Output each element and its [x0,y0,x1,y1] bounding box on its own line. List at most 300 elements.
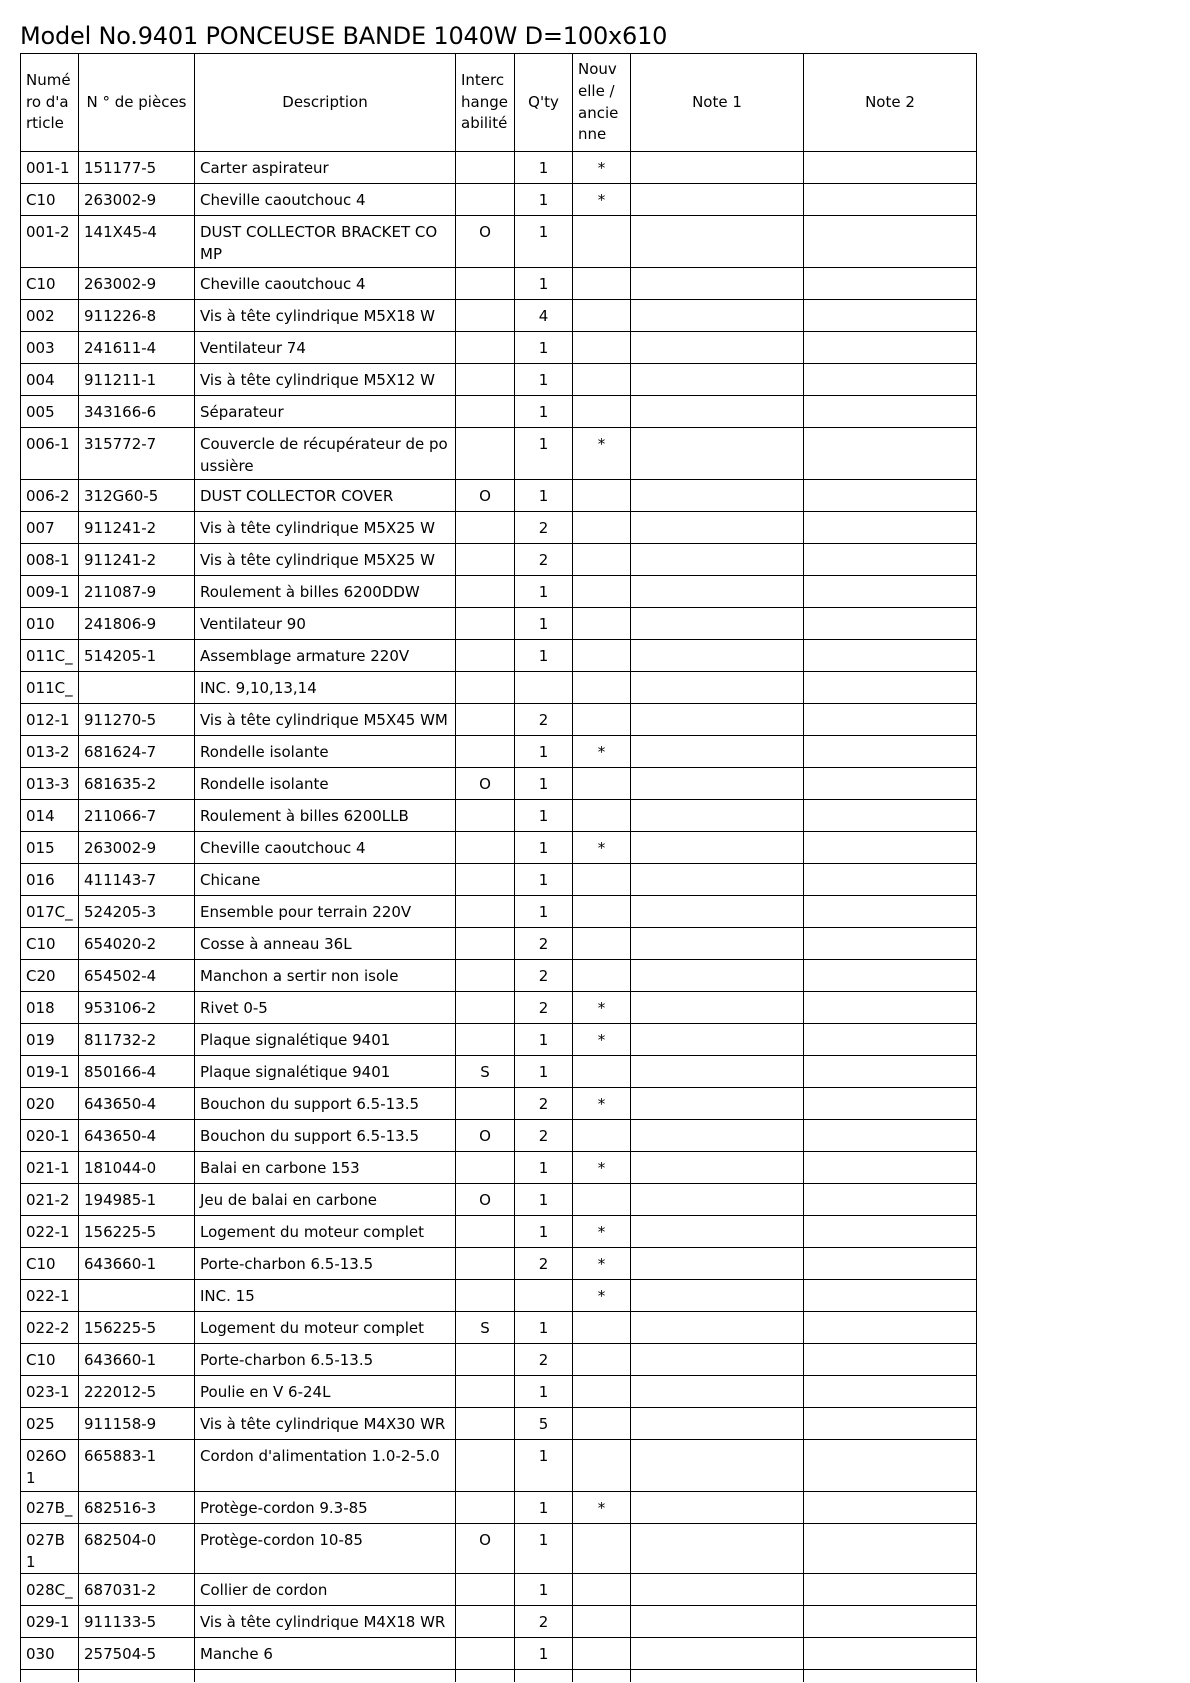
note2-cell [804,576,977,608]
part-no-cell: 643660-1 [79,1344,195,1376]
qty-cell: 2 [515,1344,573,1376]
description-cell: Cheville caoutchouc 4 [195,268,456,300]
part-no-cell: 681624-7 [79,736,195,768]
item-no-cell: 021-2 [21,1184,79,1216]
new-old-cell [573,640,631,672]
note2-cell [804,736,977,768]
qty-cell: 1 [515,896,573,928]
new-old-cell [573,1344,631,1376]
qty-cell: 2 [515,928,573,960]
qty-cell: 1 [515,1056,573,1088]
part-no-cell: 850166-4 [79,1056,195,1088]
note2-cell [804,672,977,704]
description-cell: Jeu de balai en carbone [195,1184,456,1216]
qty-cell: 1 [515,268,573,300]
interchangeability-cell: O [456,1524,515,1574]
qty-cell: 1 [515,332,573,364]
note1-cell [631,1152,804,1184]
interchangeability-cell [456,512,515,544]
note1-cell [631,960,804,992]
note2-cell [804,512,977,544]
table-row [21,268,977,300]
part-no-cell: 263002-9 [79,184,195,216]
part-no-cell: 654020-2 [79,928,195,960]
qty-cell: 1 [515,1184,573,1216]
interchangeability-cell: S [456,1056,515,1088]
part-no-cell: 312G60-5 [79,480,195,512]
item-no-cell: 020-1 [21,1120,79,1152]
part-no-cell: 687031-2 [79,1574,195,1606]
note2-cell [804,268,977,300]
note2-cell [804,800,977,832]
interchangeability-cell: O [456,480,515,512]
part-no-cell: 156225-5 [79,1312,195,1344]
col-header-description: Description [195,54,456,152]
empty-cell [573,1670,631,1682]
table-row [21,1248,977,1280]
table-row [21,1088,977,1120]
description-cell: Bouchon du support 6.5-13.5 [195,1088,456,1120]
description-cell: Vis à tête cylindrique M5X18 W [195,300,456,332]
note2-cell [804,1574,977,1606]
col-header-interchangeability: Interchangeabilité [456,54,515,152]
qty-cell: 1 [515,1024,573,1056]
interchangeability-cell [456,1024,515,1056]
note2-cell [804,428,977,480]
description-cell: Chicane [195,864,456,896]
table-row [21,1184,977,1216]
part-no-cell: 643650-4 [79,1120,195,1152]
note1-cell [631,736,804,768]
col-header-qty: Q'ty [515,54,573,152]
description-cell: Rondelle isolante [195,768,456,800]
table-row [21,300,977,332]
note1-cell [631,1216,804,1248]
item-no-cell: 025 [21,1408,79,1440]
table-row [21,1152,977,1184]
item-no-cell: 029-1 [21,1606,79,1638]
note2-cell [804,1216,977,1248]
note1-cell [631,1088,804,1120]
note2-cell [804,1056,977,1088]
item-no-cell: 013-2 [21,736,79,768]
part-no-cell: 263002-9 [79,268,195,300]
item-no-cell: 016 [21,864,79,896]
note2-cell [804,1344,977,1376]
part-no-cell: 315772-7 [79,428,195,480]
new-old-cell: * [573,1492,631,1524]
description-cell: Plaque signalétique 9401 [195,1056,456,1088]
part-no-cell: 911226-8 [79,300,195,332]
qty-cell: 1 [515,640,573,672]
new-old-cell [573,480,631,512]
note2-cell [804,1248,977,1280]
description-cell: Manche 6 [195,1638,456,1670]
part-no-cell: 151177-5 [79,152,195,184]
description-cell: Porte-charbon 6.5-13.5 [195,1248,456,1280]
item-no-cell: C10 [21,1248,79,1280]
part-no-cell: 194985-1 [79,1184,195,1216]
qty-cell: 5 [515,1408,573,1440]
part-no-cell: 682504-0 [79,1524,195,1574]
item-no-cell: 003 [21,332,79,364]
note2-cell [804,1120,977,1152]
note2-cell [804,1376,977,1408]
item-no-cell: 028C_ [21,1574,79,1606]
qty-cell: 1 [515,216,573,268]
qty-cell: 1 [515,364,573,396]
part-no-cell: 643660-1 [79,1248,195,1280]
interchangeability-cell [456,184,515,216]
note1-cell [631,672,804,704]
interchangeability-cell [456,1606,515,1638]
part-no-cell: 222012-5 [79,1376,195,1408]
part-no-cell: 911211-1 [79,364,195,396]
note1-cell [631,1344,804,1376]
note1-cell [631,1606,804,1638]
interchangeability-cell: O [456,768,515,800]
part-no-cell: 141X45-4 [79,216,195,268]
description-cell: INC. 9,10,13,14 [195,672,456,704]
interchangeability-cell [456,364,515,396]
part-no-cell: 682516-3 [79,1492,195,1524]
empty-cell [195,1670,456,1682]
table-row [21,184,977,216]
note2-cell [804,1280,977,1312]
note2-cell [804,640,977,672]
part-no-cell: 241806-9 [79,608,195,640]
note1-cell [631,480,804,512]
interchangeability-cell [456,928,515,960]
description-cell: Vis à tête cylindrique M5X25 W [195,512,456,544]
part-no-cell: 643650-4 [79,1088,195,1120]
item-no-cell: 022-1 [21,1280,79,1312]
note2-cell [804,832,977,864]
interchangeability-cell [456,1088,515,1120]
item-no-cell: 014 [21,800,79,832]
page-title: Model No.9401 PONCEUSE BANDE 1040W D=100x610 [20,22,668,50]
qty-cell: 2 [515,1248,573,1280]
part-no-cell: 343166-6 [79,396,195,428]
interchangeability-cell: O [456,1120,515,1152]
item-no-cell: 009-1 [21,576,79,608]
item-no-cell: 027B1 [21,1524,79,1574]
note2-cell [804,300,977,332]
qty-cell: 2 [515,1606,573,1638]
interchangeability-cell [456,152,515,184]
table-row [21,1524,977,1574]
part-no-cell: 953106-2 [79,992,195,1024]
description-cell: Séparateur [195,396,456,428]
table-row [21,1024,977,1056]
part-no-cell: 263002-9 [79,832,195,864]
description-cell: Carter aspirateur [195,152,456,184]
qty-cell: 1 [515,480,573,512]
interchangeability-cell [456,832,515,864]
note1-cell [631,1280,804,1312]
qty-cell [515,672,573,704]
interchangeability-cell: S [456,1312,515,1344]
note1-cell [631,1248,804,1280]
new-old-cell: * [573,152,631,184]
qty-cell: 1 [515,396,573,428]
note2-cell [804,332,977,364]
table-row [21,832,977,864]
description-cell: Balai en carbone 153 [195,1152,456,1184]
table-row [21,1216,977,1248]
table-row [21,1638,977,1670]
part-no-cell: 241611-4 [79,332,195,364]
interchangeability-cell [456,1280,515,1312]
interchangeability-cell [456,896,515,928]
part-no-cell: 524205-3 [79,896,195,928]
part-no-cell: 156225-5 [79,1216,195,1248]
item-no-cell: 008-1 [21,544,79,576]
note1-cell [631,428,804,480]
new-old-cell [573,1440,631,1492]
col-header-item-no: Numéro d'article [21,54,79,152]
new-old-cell: * [573,736,631,768]
item-no-cell: 019 [21,1024,79,1056]
new-old-cell [573,1184,631,1216]
note2-cell [804,1088,977,1120]
table-row [21,800,977,832]
interchangeability-cell [456,396,515,428]
interchangeability-cell [456,800,515,832]
item-no-cell: 001-2 [21,216,79,268]
description-cell: Logement du moteur complet [195,1216,456,1248]
note2-cell [804,1312,977,1344]
table-row [21,960,977,992]
table-row [21,704,977,736]
note2-cell [804,544,977,576]
new-old-cell [573,928,631,960]
new-old-cell [573,300,631,332]
note2-cell [804,216,977,268]
table-row [21,640,977,672]
new-old-cell [573,768,631,800]
note2-cell [804,896,977,928]
description-cell: INC. 15 [195,1280,456,1312]
empty-cell [21,1670,79,1682]
new-old-cell [573,1574,631,1606]
empty-cell [456,1670,515,1682]
description-cell: Bouchon du support 6.5-13.5 [195,1120,456,1152]
new-old-cell [573,216,631,268]
new-old-cell [573,544,631,576]
item-no-cell: 001-1 [21,152,79,184]
note2-cell [804,1638,977,1670]
part-no-cell: 514205-1 [79,640,195,672]
part-no-cell [79,1280,195,1312]
new-old-cell [573,512,631,544]
description-cell: Ventilateur 74 [195,332,456,364]
table-row [21,1312,977,1344]
table-row [21,1606,977,1638]
note2-cell [804,960,977,992]
part-no-cell: 211066-7 [79,800,195,832]
description-cell: Porte-charbon 6.5-13.5 [195,1344,456,1376]
note2-cell [804,152,977,184]
table-row [21,576,977,608]
note1-cell [631,300,804,332]
description-cell: Ensemble pour terrain 220V [195,896,456,928]
interchangeability-cell [456,992,515,1024]
item-no-cell: 017C_ [21,896,79,928]
item-no-cell: 006-2 [21,480,79,512]
table-row [21,1492,977,1524]
description-cell: Roulement à billes 6200DDW [195,576,456,608]
table-row [21,736,977,768]
description-cell: Ventilateur 90 [195,608,456,640]
interchangeability-cell [456,672,515,704]
table-row [21,1440,977,1492]
new-old-cell [573,1606,631,1638]
item-no-cell: C10 [21,1344,79,1376]
item-no-cell: 006-1 [21,428,79,480]
description-cell: Cordon d'alimentation 1.0-2-5.0 [195,1440,456,1492]
part-no-cell: 257504-5 [79,1638,195,1670]
table-row [21,768,977,800]
note2-cell [804,396,977,428]
part-no-cell: 211087-9 [79,576,195,608]
note1-cell [631,1440,804,1492]
qty-cell: 1 [515,1440,573,1492]
new-old-cell [573,704,631,736]
item-no-cell: C20 [21,960,79,992]
interchangeability-cell [456,1440,515,1492]
item-no-cell: 010 [21,608,79,640]
description-cell: Vis à tête cylindrique M4X18 WR [195,1606,456,1638]
description-cell: Cosse à anneau 36L [195,928,456,960]
empty-cell [515,1670,573,1682]
qty-cell: 1 [515,608,573,640]
part-no-cell: 911241-2 [79,544,195,576]
table-row [21,216,977,268]
table-row [21,896,977,928]
interchangeability-cell [456,576,515,608]
part-no-cell: 911270-5 [79,704,195,736]
part-no-cell: 911241-2 [79,512,195,544]
note2-cell [804,480,977,512]
description-cell: Rondelle isolante [195,736,456,768]
new-old-cell [573,864,631,896]
item-no-cell: 011C_ [21,640,79,672]
note1-cell [631,396,804,428]
note1-cell [631,1376,804,1408]
description-cell: Manchon a sertir non isole [195,960,456,992]
qty-cell [515,1280,573,1312]
col-header-new-old: Nouvelle / ancienne [573,54,631,152]
new-old-cell: * [573,1024,631,1056]
interchangeability-cell [456,864,515,896]
note1-cell [631,800,804,832]
new-old-cell [573,672,631,704]
new-old-cell: * [573,992,631,1024]
item-no-cell: 015 [21,832,79,864]
item-no-cell: 022-2 [21,1312,79,1344]
table-row [21,864,977,896]
note1-cell [631,544,804,576]
table-row [21,672,977,704]
qty-cell: 2 [515,512,573,544]
table-row [21,428,977,480]
new-old-cell: * [573,832,631,864]
note2-cell [804,768,977,800]
qty-cell: 1 [515,184,573,216]
item-no-cell: 030 [21,1638,79,1670]
note2-cell [804,1152,977,1184]
item-no-cell: 012-1 [21,704,79,736]
note1-cell [631,1574,804,1606]
item-no-cell: 021-1 [21,1152,79,1184]
part-no-cell: 181044-0 [79,1152,195,1184]
qty-cell: 1 [515,428,573,480]
note1-cell [631,216,804,268]
table-row [21,928,977,960]
item-no-cell: 018 [21,992,79,1024]
interchangeability-cell [456,544,515,576]
note1-cell [631,364,804,396]
new-old-cell [573,960,631,992]
table-row [21,396,977,428]
new-old-cell [573,1120,631,1152]
item-no-cell: C10 [21,184,79,216]
table-row [21,364,977,396]
note1-cell [631,768,804,800]
description-cell: Roulement à billes 6200LLB [195,800,456,832]
new-old-cell [573,576,631,608]
description-cell: DUST COLLECTOR COVER [195,480,456,512]
note2-cell [804,1184,977,1216]
item-no-cell: 023-1 [21,1376,79,1408]
qty-cell: 2 [515,704,573,736]
description-cell: Cheville caoutchouc 4 [195,832,456,864]
interchangeability-cell [456,736,515,768]
description-cell: Vis à tête cylindrique M5X25 W [195,544,456,576]
table-row [21,152,977,184]
item-no-cell: C10 [21,928,79,960]
note1-cell [631,640,804,672]
note2-cell [804,992,977,1024]
note1-cell [631,576,804,608]
new-old-cell: * [573,1248,631,1280]
table-row [21,544,977,576]
interchangeability-cell [456,1574,515,1606]
table-row [21,332,977,364]
item-no-cell: 005 [21,396,79,428]
part-no-cell: 665883-1 [79,1440,195,1492]
description-cell: Vis à tête cylindrique M5X45 WM [195,704,456,736]
note2-cell [804,184,977,216]
note1-cell [631,608,804,640]
note1-cell [631,1184,804,1216]
empty-cell [804,1670,977,1682]
new-old-cell: * [573,1088,631,1120]
new-old-cell [573,1376,631,1408]
interchangeability-cell [456,640,515,672]
new-old-cell: * [573,184,631,216]
table-row [21,1280,977,1312]
note2-cell [804,364,977,396]
part-no-cell [79,672,195,704]
item-no-cell: 007 [21,512,79,544]
qty-cell: 1 [515,1216,573,1248]
qty-cell: 1 [515,576,573,608]
interchangeability-cell [456,1248,515,1280]
description-cell: Poulie en V 6-24L [195,1376,456,1408]
part-no-cell: 911133-5 [79,1606,195,1638]
